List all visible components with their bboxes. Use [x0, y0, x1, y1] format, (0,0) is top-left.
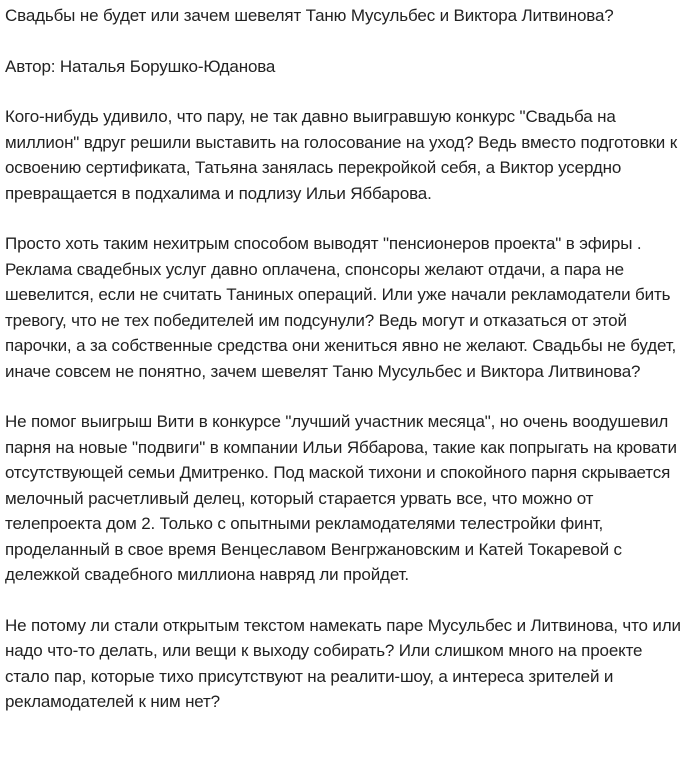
article-paragraph-3: Не помог выигрыш Вити в конкурсе "лучший участник месяца", но очень воодушевил парня на новые "подвиги" в компании Ильи Яббарова, такие как попрыгать на кровати отсутствующей семьи Дмитренко. Под маской тихони и спокойного парня скрывается мелочный расчетливый делец, который старается урвать все, что можно от телепроекта дом 2. Только с опытными рекламодателями телестройки финт, проделанный в свое время Венцеславом Венгржановским и Катей Токаревой с дележкой свадебного миллиона навряд ли пройдет. — [5, 412, 677, 584]
article-title: Свадьбы не будет или зачем шевелят Таню Мусульбес и Виктора Литвинова? — [5, 6, 614, 25]
article — [0, 3, 690, 715]
article-paragraph-1: Кого-нибудь удивило, что пару, не так давно выигравшую конкурс "Свадьба на миллион" вдруг решили выставить на голосование на уход? Ведь вместо подготовки к освоению сертификата, Татьяна занялась перекройкой себя, а Виктор усердно превращается в подхалима и подлизу Ильи Яббарова. — [5, 107, 678, 203]
article-author: Автор: Наталья Борушко-Юданова — [5, 56, 276, 76]
article-paragraph-2: Просто хоть таким нехитрым способом выводят "пенсионеров проекта" в эфиры . Реклама свадебных услуг давно оплачена, спонсоры желают отдачи, а пара не шевелится, если не считать Таниных операций. Или уже начали рекламодатели бить тревогу, что не тех победителей им подсунули? Ведь могут и отказаться от этой парочки, а за собственные средства они жениться явно не желают. Свадьбы не будет, иначе совсем не понятно, зачем шевелят Таню Мусульбес и Виктора Литвинова? — [5, 234, 677, 381]
article-paragraph-4: Не потому ли стали открытым текстом намекать паре Мусульбес и Литвинова, что или надо что-то делать, или вещи к выходу собирать? Или слишком много на проекте стало пар, которые тихо присутствуют на реалити-шоу, а интереса зрителей и рекламодателей к ним нет? — [5, 615, 681, 711]
